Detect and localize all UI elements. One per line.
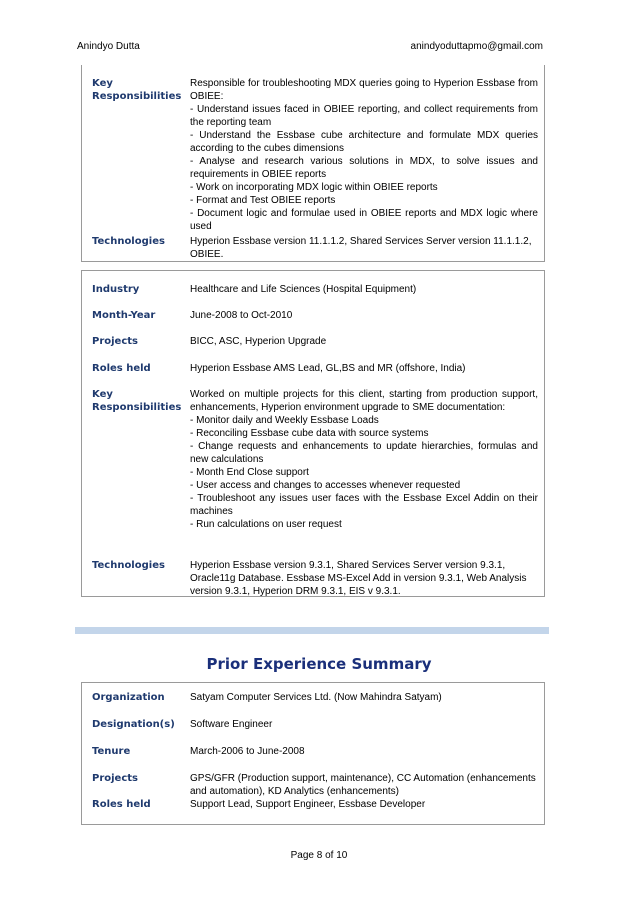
roles-held-label: Roles held	[92, 799, 151, 810]
responsibility-line: - Document logic and formulae used in OBIEE reports and MDX logic where used	[190, 208, 538, 232]
industry-label: Industry	[92, 284, 140, 295]
responsibility-line: - Monitor daily and Weekly Essbase Loads	[190, 415, 379, 426]
responsibility-line: - Run calculations on user request	[190, 519, 342, 530]
project-table-1	[81, 65, 545, 262]
projects-value: GPS/GFR (Production support, maintenance), CC Automation (enhancements and automation), KD Analytics (enhancements)	[190, 773, 536, 797]
section-divider	[75, 627, 549, 634]
responsibility-line: - Analyse and research various solutions in MDX, to solve issues and requirements in OBIEE reports	[190, 156, 538, 180]
projects-value: BICC, ASC, Hyperion Upgrade	[190, 336, 327, 347]
roles-held-value: Support Lead, Support Engineer, Essbase Developer	[190, 799, 426, 810]
responsibility-line: - Understand the Essbase cube architecture and formulate MDX queries according to the cubes dimensions	[190, 130, 538, 154]
technologies-value: Hyperion Essbase version 11.1.1.2, Shared Services Server version 11.1.1.2, OBIEE.	[190, 236, 532, 260]
key-responsibilities-label: Key Responsibilities	[92, 78, 182, 102]
technologies-label: Technologies	[92, 236, 165, 247]
header-email: anindyoduttapmo@gmail.com	[410, 41, 543, 52]
industry-value: Healthcare and Life Sciences (Hospital Equipment)	[190, 284, 417, 295]
roles-held-value: Hyperion Essbase AMS Lead, GL,BS and MR (offshore, India)	[190, 363, 466, 374]
responsibility-line: Worked on multiple projects for this client, starting from production support, enhancements, Hyperion environment upgrade to SME documentation:	[190, 389, 538, 413]
technologies-label: Technologies	[92, 560, 165, 571]
responsibility-line: - Understand issues faced in OBIEE reporting, and collect requirements from the reporting team	[190, 104, 538, 128]
responsibility-line: Responsible for troubleshooting MDX queries going to Hyperion Essbase from OBIEE:	[190, 78, 538, 102]
responsibility-line: - Format and Test OBIEE reports	[190, 195, 336, 206]
key-responsibilities-value	[190, 388, 538, 531]
month-year-label: Month-Year	[92, 310, 156, 321]
page-number: Page 8 of 10	[290, 850, 348, 861]
prior-experience-table	[81, 682, 545, 825]
responsibility-line: - Month End Close support	[190, 467, 309, 478]
projects-label: Projects	[92, 773, 139, 784]
month-year-value: June-2008 to Oct-2010	[190, 310, 293, 321]
responsibility-line: - Reconciling Essbase cube data with source systems	[190, 428, 429, 439]
project-table-2	[81, 270, 545, 597]
tenure-label: Tenure	[92, 746, 131, 757]
header-name: Anindyo Dutta	[77, 41, 140, 52]
designation-value: Software Engineer	[190, 719, 273, 730]
key-responsibilities-label: Key Responsibilities	[92, 389, 182, 413]
projects-label: Projects	[92, 336, 139, 347]
prior-experience-title: Prior Experience Summary	[206, 655, 432, 673]
organization-label: Organization	[92, 692, 165, 703]
designation-label: Designation(s)	[92, 719, 175, 730]
tenure-value: March-2006 to June-2008	[190, 746, 305, 757]
technologies-value: Hyperion Essbase version 9.3.1, Shared Services Server version 9.3.1, Oracle11g Database. Essbase MS-Excel Add in version 9.3.1, Web Analysis version 9.3.1, Hyperion DRM 9.3.1, EIS v 9.3.1.	[190, 560, 527, 597]
organization-value: Satyam Computer Services Ltd. (Now Mahindra Satyam)	[190, 692, 442, 703]
responsibility-line: - Work on incorporating MDX logic within OBIEE reports	[190, 182, 438, 193]
key-responsibilities-value	[190, 77, 538, 233]
responsibility-line: - Change requests and enhancements to update hierarchies, formulas and new calculations	[190, 441, 538, 465]
responsibility-line: - Troubleshoot any issues user faces with the Essbase Excel Addin on their machines	[190, 493, 538, 517]
responsibility-line: - User access and changes to accesses whenever requested	[190, 480, 461, 491]
roles-held-label: Roles held	[92, 363, 151, 374]
